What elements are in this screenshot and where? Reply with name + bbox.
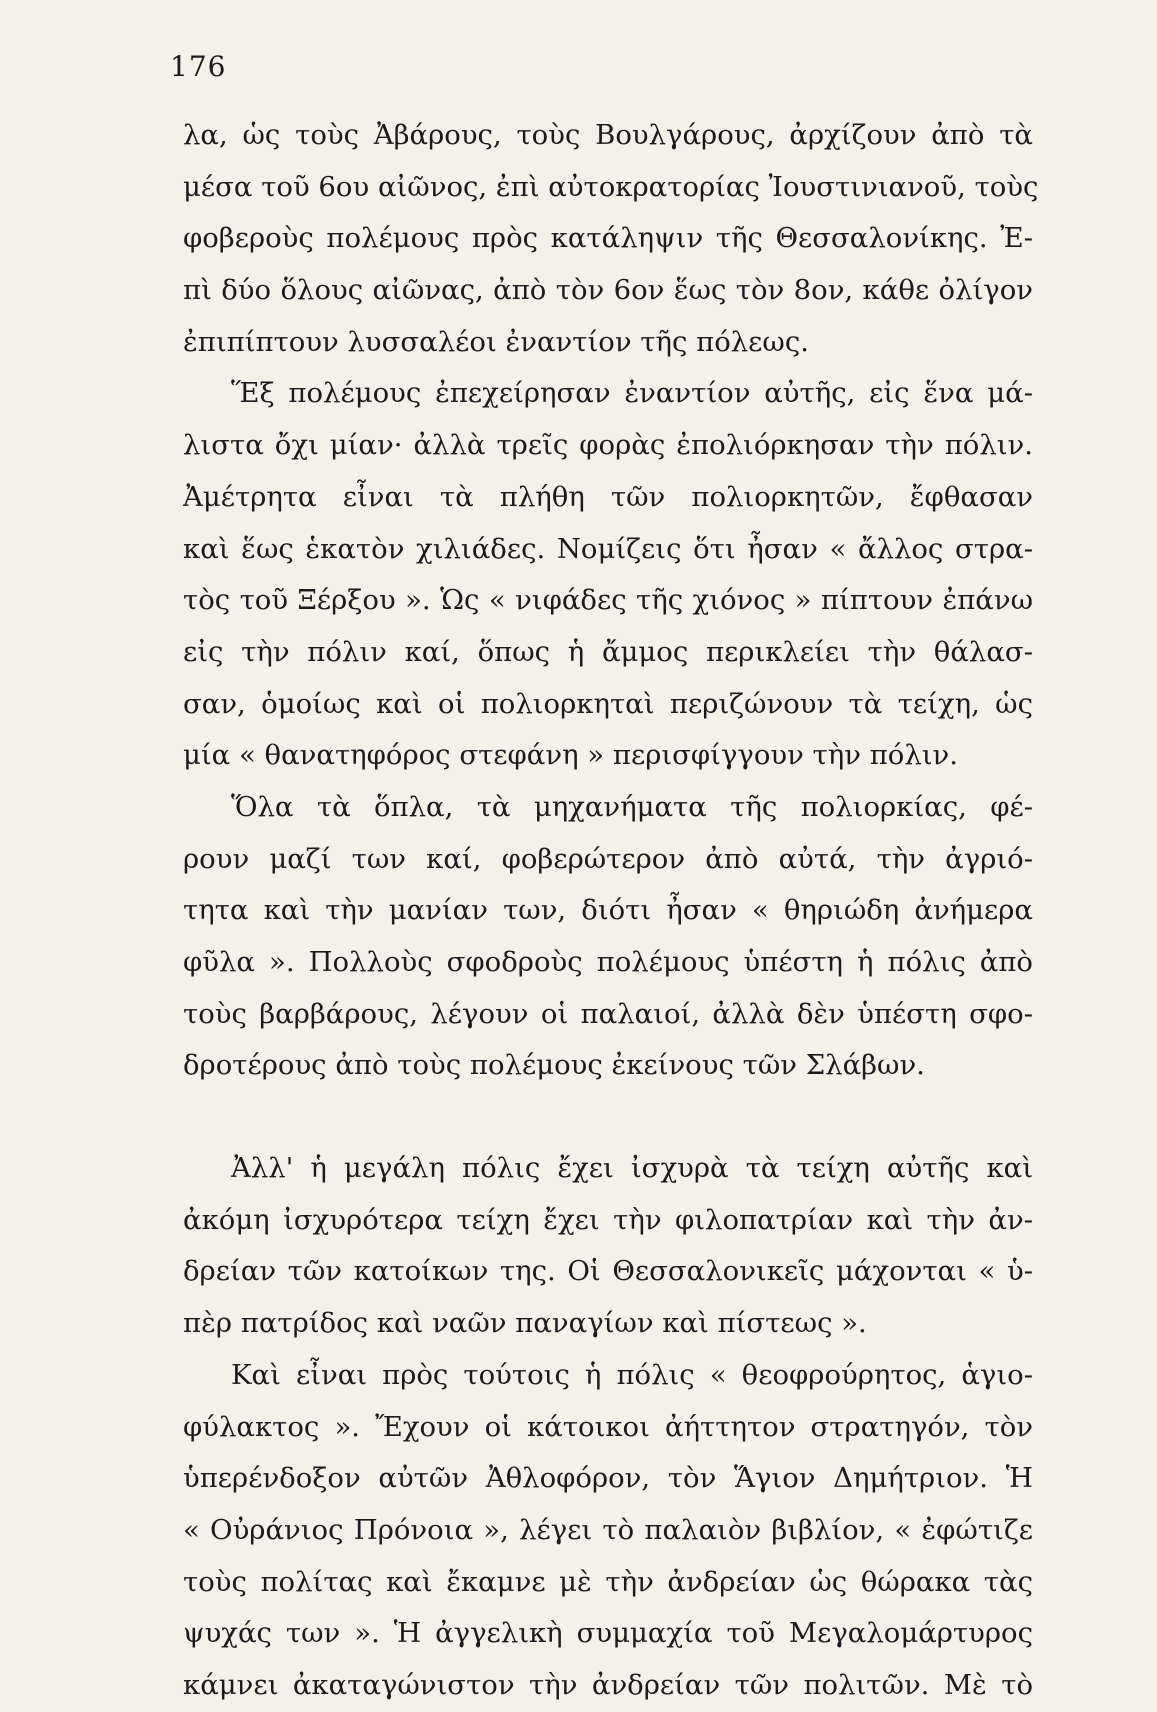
text-line: τοὺς βαρβάρους, λέγουν οἱ παλαιοί, ἀλλὰ δὲν ὑπέστη σφο- bbox=[183, 997, 1033, 1030]
text-line: μέσα τοῦ 6ου αἰῶνος, ἐπὶ αὐτοκρατορίας Ἰουστινιανοῦ, τοὺς bbox=[183, 170, 1039, 203]
text-line: μία « θανατηφόρος στεφάνη » περισφίγγουν τὴν πόλιν. bbox=[183, 739, 959, 772]
text-line: δροτέρους ἀπὸ τοὺς πολέμους ἐκείνους τῶν Σλάβων. bbox=[183, 1049, 925, 1082]
text-line: λα, ὡς τοὺς Ἀβάρους, τοὺς Βουλγάρους, ἀρχίζουν ἀπὸ τὰ bbox=[183, 119, 1033, 151]
paragraph-1 bbox=[183, 110, 1039, 368]
text-line: κάμνει ἀκαταγώνιστον τὴν ἀνδρείαν τῶν πολιτῶν. Μὲ τὸ bbox=[183, 1668, 1033, 1701]
text-line: Ἕξ πολέμους ἐπεχείρησαν ἐναντίον αὐτῆς, εἰς ἕνα μά- bbox=[231, 377, 1033, 410]
text-line: Καὶ εἶναι πρὸς τούτοις ἡ πόλις « θεοφρούρητος, ἁγιο- bbox=[231, 1358, 1033, 1391]
text-line: φύλακτος ». Ἔχουν οἱ κάτοικοι ἀήττητον στρατηγόν, τὸν bbox=[183, 1410, 1033, 1443]
paragraph-3 bbox=[183, 782, 1033, 1092]
body-text bbox=[183, 110, 1039, 1712]
page-number: 176 bbox=[170, 50, 227, 83]
paragraph-4 bbox=[183, 1143, 1033, 1350]
text-line: ρουν μαζί των καί, φοβερώτερον ἀπὸ αὐτά, τὴν ἀγριό- bbox=[183, 842, 1033, 875]
text-line: καὶ ἕως ἑκατὸν χιλιάδες. Νομίζεις ὅτι ἦσαν « ἄλλος στρα- bbox=[183, 532, 1033, 565]
text-line: Ὅλα τὰ ὅπλα, τὰ μηχανήματα τῆς πολιορκίας, φέ- bbox=[231, 790, 1033, 823]
text-line: πὲρ πατρίδος καὶ ναῶν παναγίων καὶ πίστεως ». bbox=[183, 1307, 867, 1340]
text-line: τὸς τοῦ Ξέρξου ». Ὡς « νιφάδες τῆς χιόνος » πίπτουν ἐπάνω bbox=[183, 584, 1033, 617]
text-line: σαν, ὁμοίως καὶ οἱ πολιορκηταὶ περιζώνουν τὰ τείχη, ὡς bbox=[183, 687, 1033, 720]
section-gap bbox=[183, 1092, 1033, 1143]
text-line: πὶ δύο ὅλους αἰῶνας, ἀπὸ τὸν 6ον ἕως τὸν 8ον, κάθε ὀλίγον bbox=[183, 274, 1033, 307]
text-line: φῦλα ». Πολλοὺς σφοδροὺς πολέμους ὑπέστη ἡ πόλις ἀπὸ bbox=[183, 946, 1033, 978]
paragraph-5 bbox=[183, 1350, 1033, 1712]
text-line: λιστα ὄχι μίαν· ἀλλὰ τρεῖς φορὰς ἐπολιόρκησαν τὴν πόλιν. bbox=[183, 429, 1033, 462]
text-line: ψυχάς των ». Ἡ ἀγγελικὴ συμμαχία τοῦ Μεγαλομάρτυρος bbox=[183, 1617, 1033, 1650]
text-line: τοὺς πολίτας καὶ ἔκαμνε μὲ τὴν ἀνδρείαν ὡς θώρακα τὰς bbox=[183, 1565, 1033, 1598]
text-line: δρείαν τῶν κατοίκων της. Οἱ Θεσσαλονικεῖς μάχονται « ὑ- bbox=[183, 1255, 1033, 1288]
paragraph-2 bbox=[183, 368, 1033, 782]
text-line: Ἀμέτρητα εἶναι τὰ πλήθη τῶν πολιορκητῶν, ἔφθασαν bbox=[183, 480, 1033, 513]
text-line: ὑπερένδοξον αὐτῶν Ἀθλοφόρον, τὸν Ἅγιον Δημήτριον. Ἡ bbox=[183, 1462, 1033, 1495]
text-line: ἐπιπίπτουν λυσσαλέοι ἐναντίον τῆς πόλεως. bbox=[183, 325, 809, 358]
text-line: φοβεροὺς πολέμους πρὸς κατάληψιν τῆς Θεσσαλονίκης. Ἐ- bbox=[183, 222, 1033, 255]
text-line: εἰς τὴν πόλιν καί, ὅπως ἡ ἄμμος περικλείει τὴν θάλασ- bbox=[183, 635, 1033, 668]
text-line: « Οὐράνιος Πρόνοια », λέγει τὸ παλαιὸν βιβλίον, « ἐφώτιζε bbox=[183, 1513, 1033, 1546]
text-line: τητα καὶ τὴν μανίαν των, διότι ἦσαν « θηριώδη ἀνήμερα bbox=[183, 894, 1033, 927]
text-line: ἀκόμη ἰσχυρότερα τείχη ἔχει τὴν φιλοπατρίαν καὶ τὴν ἀν- bbox=[183, 1203, 1033, 1236]
text-line: Ἀλλ' ἡ μεγάλη πόλις ἔχει ἰσχυρὰ τὰ τείχη αὐτῆς καὶ bbox=[231, 1152, 1033, 1185]
